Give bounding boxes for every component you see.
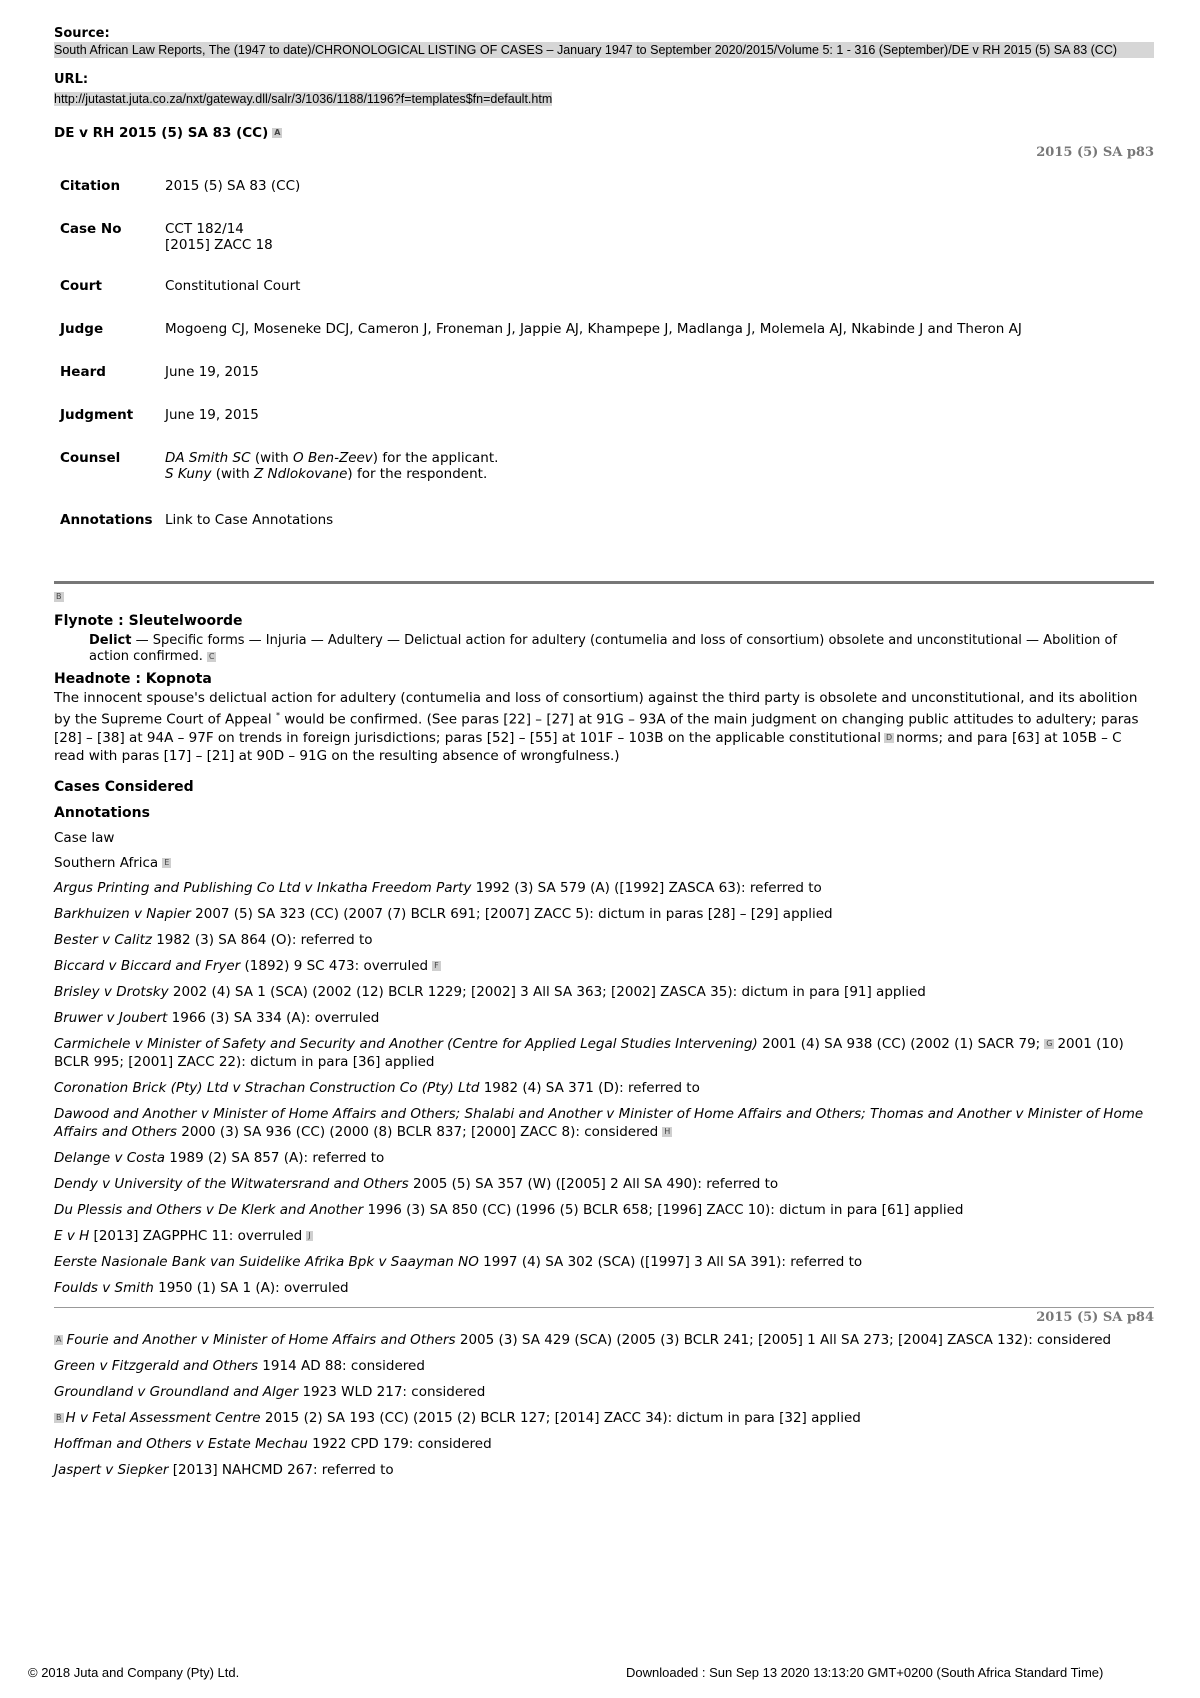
meta-row-citation xyxy=(60,178,1022,221)
headnote-text xyxy=(54,689,1154,765)
case-detail: 1992 (3) SA 579 (A) ([1992] ZASCA 63): referred to xyxy=(471,879,822,896)
meta-row-judge xyxy=(60,321,1022,364)
annotations-cell xyxy=(165,512,1022,555)
caseno-key: Case No xyxy=(60,221,122,237)
margin-letter-a2: A xyxy=(56,1334,62,1344)
case-entry xyxy=(54,957,1154,975)
headnote-heading: Headnote : Kopnota xyxy=(54,671,212,687)
source-text: South African Law Reports, The (1947 to date)/CHRONOLOGICAL LISTING OF CASES – January 1947 to September 2020/2015/Volume 5: 1 - 316 (September)/DE v RH 2015 (5) SA 83 (CC) xyxy=(54,42,1154,58)
flynote-heading: Flynote : Sleutelwoorde xyxy=(54,613,243,629)
caseno-value-2: [2015] ZACC 18 xyxy=(165,237,273,253)
counsel-line-2: S Kuny (with Z Ndlokovane) for the respondent. xyxy=(165,466,488,482)
case-name: Dawood and Another v Minister of Home Affairs and Others; Shalabi and Another v Minister of Home Affairs and Others; Thomas and Another v Minister of Home Affairs and Others xyxy=(54,1105,1144,1140)
case-entry xyxy=(54,1149,1154,1167)
case-entry xyxy=(54,1079,1154,1097)
case-name: Bruwer v Joubert xyxy=(54,1009,168,1026)
meta-row-court xyxy=(60,278,1022,321)
case-name: Argus Printing and Publishing Co Ltd v Inkatha Freedom Party xyxy=(54,879,472,896)
page-reference-2: 2015 (5) SA p84 xyxy=(1036,1309,1154,1325)
flynote-bold: Delict xyxy=(89,633,132,648)
footer-download-info: Downloaded : Sun Sep 13 2020 13:13:20 GMT+0200 (South Africa Standard Time) xyxy=(626,1665,1104,1680)
margin-letter-f: F xyxy=(434,960,439,970)
case-entry xyxy=(54,1461,1154,1479)
case-entry xyxy=(54,1279,1154,1297)
citation-key: Citation xyxy=(60,178,121,194)
case-name: Groundland v Groundland and Alger xyxy=(54,1383,299,1400)
meta-row-heard xyxy=(60,364,1022,407)
case-entry xyxy=(54,1383,1154,1401)
case-detail: 2015 (2) SA 193 (CC) (2015 (2) BCLR 127; [2014] ZACC 34): dictum in para [32] applied xyxy=(260,1409,861,1426)
case-name: Jaspert v Siepker xyxy=(54,1461,169,1478)
case-detail: 2001 (4) SA 938 (CC) (2002 (1) SACR 79; xyxy=(757,1035,1041,1052)
case-law-label: Case law xyxy=(54,829,115,846)
citation-value: 2015 (5) SA 83 (CC) xyxy=(165,178,301,194)
case-entry xyxy=(54,1357,1154,1375)
case-entry xyxy=(54,1253,1154,1271)
marker-b-row xyxy=(54,586,1154,605)
annotations-key: Annotations xyxy=(60,512,153,528)
margin-letter-e: E xyxy=(164,857,170,867)
southern-africa-label: Southern Africa xyxy=(54,854,159,871)
case-name: Coronation Brick (Pty) Ltd v Strachan Construction Co (Pty) Ltd xyxy=(54,1079,480,1096)
url-block xyxy=(54,72,1154,107)
case-name: Eerste Nasionale Bank van Suidelike Afrika Bpk v Saayman NO xyxy=(54,1253,479,1270)
case-detail: 1982 (4) SA 371 (D): referred to xyxy=(479,1079,700,1096)
case-detail: [2013] ZAGPPHC 11: overruled xyxy=(89,1227,303,1244)
case-name: Green v Fitzgerald and Others xyxy=(54,1357,259,1374)
flynote-body: — Specific forms — Injuria — Adultery — Delictual action for adultery (contumelia and loss of consortium) obsolete and unconstitutional — Abolition of action confirmed. xyxy=(89,633,1118,664)
case-detail: 1914 AD 88: considered xyxy=(258,1357,425,1374)
counsel1-name: DA Smith SC xyxy=(165,450,251,466)
cases-considered-heading: Cases Considered xyxy=(54,778,194,795)
footer-copyright: © 2018 Juta and Company (Pty) Ltd. xyxy=(28,1665,240,1680)
case-name: Fourie and Another v Minister of Home Affairs and Others xyxy=(66,1331,456,1348)
case-entry xyxy=(54,983,1154,1001)
case-detail: 1923 WLD 217: considered xyxy=(298,1383,486,1400)
case-detail: 2007 (5) SA 323 (CC) (2007 (7) BCLR 691; [2007] ZACC 5): dictum in paras [28] – [29] applied xyxy=(190,905,833,922)
url-link[interactable]: http://jutastat.juta.co.za/nxt/gateway.dll/salr/3/1036/1188/1196?f=templates$fn=default.htm xyxy=(54,92,553,106)
headnote-part-1: The innocent spouse's delictual action for adultery (contumelia and loss of consortium) against the third party is obsolete and unconstitutional, and its abolition by the Supreme Court of Appeal xyxy=(54,690,1138,728)
case-entry xyxy=(54,1201,1154,1219)
meta-row-judgment xyxy=(60,407,1022,450)
judgment-value: June 19, 2015 xyxy=(165,407,259,423)
case-detail-cont: 2001 (10) BCLR 995; [2001] ZACC 22): dictum in para [36] applied xyxy=(54,1035,1124,1070)
court-value: Constitutional Court xyxy=(165,278,301,294)
case-detail: 2002 (4) SA 1 (SCA) (2002 (12) BCLR 1229; [2002] 3 All SA 363; [2002] ZASCA 35): dictum in para [91] applied xyxy=(168,983,926,1000)
case-detail: 1922 CPD 179: considered xyxy=(307,1435,492,1452)
case-name: E v H xyxy=(54,1227,90,1244)
case-detail: 1989 (2) SA 857 (A): referred to xyxy=(165,1149,385,1166)
margin-letter-b2: B xyxy=(56,1412,62,1422)
meta-row-annotations xyxy=(60,512,1022,555)
page-break-rule xyxy=(54,1307,1154,1308)
case-name: Barkhuizen v Napier xyxy=(54,905,191,922)
margin-letter-j: J xyxy=(308,1230,311,1240)
case-entry xyxy=(54,1435,1154,1453)
margin-letter-a: A xyxy=(274,128,281,137)
counsel-line-1: DA Smith SC (with O Ben-Zeev) for the applicant. xyxy=(165,450,499,466)
meta-row-counsel xyxy=(60,450,1022,512)
case-name: Delange v Costa xyxy=(54,1149,166,1166)
counsel-value xyxy=(165,450,1022,512)
case-detail: (1892) 9 SC 473: overruled xyxy=(240,957,429,974)
footnote-marker[interactable]: * xyxy=(275,711,280,720)
judgment-key: Judgment xyxy=(60,407,134,423)
case-detail: 2000 (3) SA 936 (CC) (2000 (8) BCLR 837; [2000] ZACC 8): considered xyxy=(176,1123,659,1140)
caseno-value xyxy=(165,221,1022,278)
page-reference: 2015 (5) SA p83 xyxy=(1036,145,1154,160)
url-label: URL: xyxy=(54,72,89,87)
meta-row-caseno xyxy=(60,221,1022,278)
southern-africa-row xyxy=(54,855,1154,871)
section-divider xyxy=(54,581,1154,584)
case-detail: [2013] NAHCMD 267: referred to xyxy=(168,1461,394,1478)
judge-key: Judge xyxy=(60,321,104,337)
case-title-text: DE v RH 2015 (5) SA 83 (CC) xyxy=(54,125,269,141)
case-name: Biccard v Biccard and Fryer xyxy=(54,957,241,974)
case-entry xyxy=(54,1035,1154,1071)
caseno-value-1: CCT 182/14 xyxy=(165,221,244,237)
counsel2-tail: for the respondent. xyxy=(352,466,488,482)
case-entry xyxy=(54,879,1154,897)
margin-letter-d: D xyxy=(885,732,893,742)
margin-letter-c: C xyxy=(208,651,215,661)
counsel2-name: S Kuny xyxy=(165,466,212,482)
counsel2-with: Z Ndlokovane xyxy=(253,466,348,482)
case-detail: 1950 (1) SA 1 (A): overruled xyxy=(153,1279,349,1296)
heard-key: Heard xyxy=(60,364,106,380)
judge-value: Mogoeng CJ, Moseneke DCJ, Cameron J, Froneman J, Jappie AJ, Khampepe J, Madlanga J, Molemela AJ, Nkabinde J and Theron AJ xyxy=(165,321,1022,337)
heard-value: June 19, 2015 xyxy=(165,364,259,380)
case-entry xyxy=(54,1227,1154,1245)
annotations-heading: Annotations xyxy=(54,804,150,821)
case-detail: 2005 (5) SA 357 (W) ([2005] 2 All SA 490): referred to xyxy=(408,1175,779,1192)
case-name: Hoffman and Others v Estate Mechau xyxy=(54,1435,308,1452)
flynote-text xyxy=(89,633,1154,665)
source-label: Source: xyxy=(54,26,110,41)
case-entry xyxy=(54,905,1154,923)
case-name: H v Fetal Assessment Centre xyxy=(65,1409,261,1426)
counsel1-with: O Ben-Zeev xyxy=(293,450,373,466)
margin-letter-b: B xyxy=(56,591,62,601)
case-detail: 1966 (3) SA 334 (A): overruled xyxy=(167,1009,380,1026)
case-name: Foulds v Smith xyxy=(54,1279,154,1296)
case-entry xyxy=(54,1105,1154,1141)
counsel-key: Counsel xyxy=(60,450,121,466)
case-entry xyxy=(54,1409,1154,1427)
case-annotations-link[interactable]: Link to Case Annotations xyxy=(165,512,334,528)
case-metadata-table xyxy=(60,178,1022,555)
case-entry xyxy=(54,1009,1154,1027)
case-entry xyxy=(54,931,1154,949)
court-key: Court xyxy=(60,278,102,294)
headnote-part-2: would be confirmed. (See paras [22] – [27] at 91G – 93A of the main judgment on changing public attitudes to adultery; paras [28] – [38] at 94A – 97F on trends in foreign jurisdictions; paras [52] – [55] at 101F – 103B on the applicable constitutional xyxy=(54,711,1139,746)
document-page xyxy=(54,26,1154,1479)
case-name: Bester v Calitz xyxy=(54,931,152,948)
case-title xyxy=(54,125,1154,141)
case-name: Brisley v Drotsky xyxy=(54,983,169,1000)
counsel1-tail: for the applicant. xyxy=(378,450,499,466)
case-name: Du Plessis and Others v De Klerk and Another xyxy=(54,1201,364,1218)
case-detail: 2005 (3) SA 429 (SCA) (2005 (3) BCLR 241; [2005] 1 All SA 273; [2004] ZASCA 132): considered xyxy=(455,1331,1112,1348)
case-detail: 1997 (4) SA 302 (SCA) ([1997] 3 All SA 391): referred to xyxy=(478,1253,863,1270)
margin-letter-h: H xyxy=(664,1126,671,1136)
margin-letter-g: G xyxy=(1046,1038,1053,1048)
case-entry xyxy=(54,1331,1154,1349)
case-detail: 1982 (3) SA 864 (O): referred to xyxy=(151,931,373,948)
case-name: Carmichele v Minister of Safety and Security and Another (Centre for Applied Legal Studies Intervening) xyxy=(54,1035,758,1052)
headnote-part-3: norms; and para [63] at 105B – C read with paras [17] – [21] at 90D – 91G on the resulting absence of wrongfulness.) xyxy=(54,729,1122,764)
case-detail: 1996 (3) SA 850 (CC) (1996 (5) BCLR 658; [1996] ZACC 10): dictum in para [61] applied xyxy=(363,1201,964,1218)
case-name: Dendy v University of the Witwatersrand and Others xyxy=(54,1175,409,1192)
source-block xyxy=(54,26,1154,58)
case-entry xyxy=(54,1175,1154,1193)
